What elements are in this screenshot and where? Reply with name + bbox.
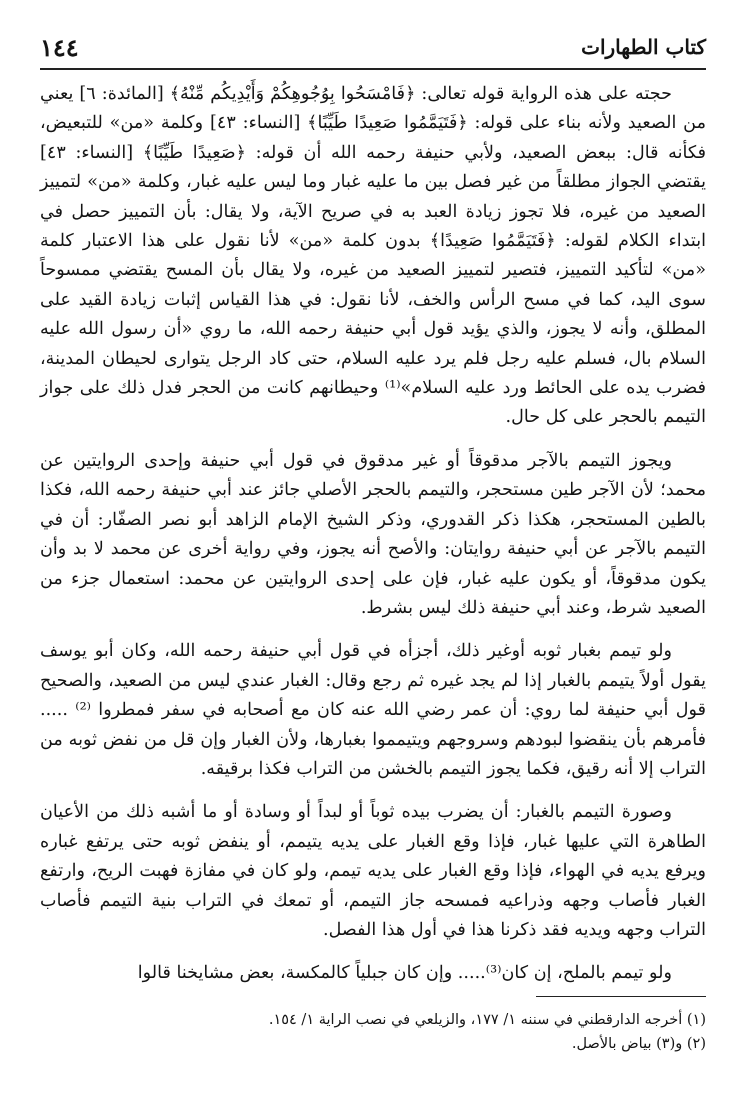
footnote-rule [536, 996, 706, 997]
footnote: (١) أخرجه الدارقطني في سننه ١/ ١٧٧، والزيلعي في نصب الراية ١/ ١٥٤. [268, 1012, 706, 1028]
page-number: ١٤٤ [40, 32, 79, 62]
paragraph: ويجوز التيمم بالآجر مدقوقاً أو غير مدقوق في قول أبي حنيفة وإحدى الروايتين عن محمد؛ لأن الآجر طين مستحجر، والتيمم بالحجر الأصلي جائز عند أبي حنيفة رحمه الله، فكذا بالطين المستحجر، هكذا ذكر القدوري، وذكر الشيخ الإمام الزاهد أبو نصر الصفّار: أن في التيمم بالآجر عن أبي حنيفة روايتان: والأصح أنه يجوز، وفي رواية أخرى عن محمد لا بد وأن يكون مدقوقاً، أو يكون عليه غبار، فإن على إحدى الروايتين عن محمد: استعمال جزء من الصعيد شرط، وعند أبي حنيفة ذلك ليس بشرط. [40, 450, 706, 618]
paragraph: حجته على هذه الرواية قوله تعالى: ﴿فَامْسَحُوا بِوُجُوهِكُمْ وَأَيْدِيكُم مِّنْهُ﴾ [المائدة: ٦] يعني من الصعيد ولأنه بناء على قوله: ﴿فَتَيَمَّمُوا صَعِيدًا طَيِّبًا﴾ [النساء: ٤٣] وكلمة «من» للتبعيض، فكأنه قال: ببعض الصعيد، ولأبي حنيفة رحمه الله أن قوله: ﴿صَعِيدًا طَيِّبًا﴾ [النساء: ٤٣] يقتضي الجواز مطلقاً من غير فصل بين ما عليه غبار وما ليس عليه غبار، وكلمة «من» لتمييز الصعيد من غيره، فلا تجوز زيادة العبد به في صريح الآية، ولا يقال: بأن التمييز حصل في ابتداء الكلام لقوله: ﴿فَتَيَمَّمُوا صَعِيدًا﴾ بدون كلمة «من» لأنا نقول على هذا الاعتبار كلمة «من» لتأكيد التمييز، فتصير لتمييز الصعيد من غيره، ولا يقال بأن المسح يقتضي ممسوحاً سوى اليد، كما في مسح الرأس والخف، لأنا نقول: في هذا القياس إثبات زيادة القيد على المطلق، وأنه لا يجوز، والذي يؤيد قول أبي حنيفة رحمه الله، ما روي «أن رسول الله عليه السلام بال، فسلم عليه رجل فلم يرد عليه السلام، حتى كاد الرجل يتوارى لحيطان المدينة، فضرب يده على الحائط ورد عليه السلام»⁽¹⁾ وحيطانهم كانت من الحجر فدل ذلك على جواز التيمم بالحجر على كل حال. [40, 84, 707, 428]
main-text [40, 80, 706, 1003]
paragraph: ولو تيمم بالملح، إن كان⁽³⁾..... وإن كان جبلياً كالمكسة، بعض مشايخنا قالوا [137, 963, 672, 984]
paragraph: وصورة التيمم بالغبار: أن يضرب بيده ثوباً أو لبداً أو وسادة أو ما أشبه ذلك من الأعيان الطاهرة التي عليها غبار، فإذا وقع الغبار على يديه يتيمم، أو ينفض ثوبه حتى يرتفع غباره ويرفع يديه في الهواء، فإذا وقع الغبار على يديه تيمم، ولو كان في مفازة فهبت الريح، وارتفع الغبار فأصاب وجهه وذراعيه فمسحه جاز التيمم، أو تمعك في التراب بنية التيمم فأصاب التراب وجهه ويديه فقد ذكرنا هذا في أول هذا الفصل. [40, 802, 706, 940]
paragraph: ولو تيمم بغبار ثوبه أوغير ذلك، أجزأه في قول أبي حنيفة رحمه الله، وكان أبو يوسف يقول أولاً يتيمم بالغبار إذا لم يجد غيره ثم رجع وقال: الغبار عندي ليس من الصعيد، والصحيح قول أبي حنيفة لما روي: أن عمر رضي الله عنه كان مع أصحابه في سفر فمطروا ⁽²⁾ ..... فأمرهم بأن ينقضوا لبودهم وسروجهم ويتيمموا بغبارها، ولأن الغبار وإن قل من نفض ثوبه من التراب إلا أنه رقيق، فكما يجوز التيمم بالخشن من التراب فكذا برقيقه. [40, 641, 706, 779]
page-header [40, 30, 706, 64]
header-rule [40, 68, 706, 70]
footnotes [40, 1008, 706, 1056]
book-page [40, 0, 706, 1093]
footnote: (٢) و(٣) بياض بالأصل. [571, 1036, 706, 1052]
running-title: كتاب الطهارات [581, 35, 706, 59]
